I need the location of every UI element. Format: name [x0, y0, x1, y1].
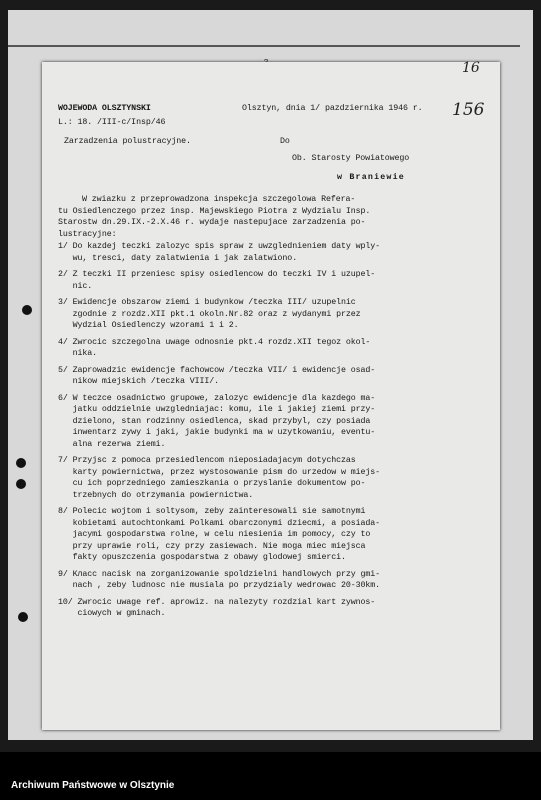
list-item-line: Wydzial Osiedlenczy wzorami 1 i 2. [58, 321, 239, 330]
list-item-line: trzebnych do otrzymania powiernictwa. [58, 490, 254, 500]
list-item-line: nach , zeby ludnosc nie musiala po przydzialy wedrowac 20-30km. [58, 581, 381, 590]
list-item-line: 3/ Ewidencje obszarow ziemi i budynkow /teczka III/ uzupelnic [58, 298, 356, 307]
list-item-line: jacymi gospodarstwa rolne, w celu niesienia im pomocy, czy to [58, 530, 371, 539]
recipient-city: w Braniewie [337, 173, 405, 182]
list-item-line: alna rezerwa ziemi. [58, 439, 166, 449]
handwritten-page-top: 16 [462, 60, 480, 76]
subject: Zarzadzenia polustracyjne. [64, 137, 191, 146]
list-item-line: przy uprawie roli, czy przy zasiewach. Nie moga miec miejsca [58, 541, 366, 551]
list-item-line: nic. [58, 281, 93, 291]
folder-edge [8, 45, 520, 47]
list-item-line: 1/ Do kazdej teczki zalozyc spis spraw z uwzglednieniem daty wply- [58, 242, 381, 251]
reference-number: L.: 18. /III-c/Insp/46 [58, 118, 166, 127]
list-item-line: karty powiernictwa, przez wystosowanie pism do urzedow w miejs- [58, 467, 381, 477]
list-item-line: jatku oddzielnie uwzgledniajac: komu, ile i jakiej ziemi przy- [58, 405, 376, 414]
list-item-line: ciowych w gminach. [58, 609, 166, 618]
list-item-line: 4/ Zwrocic szczegolna uwage odnosnie pkt.4 rozdz.XII tegoz okol- [58, 337, 371, 347]
document-sheet [42, 62, 500, 730]
punch-hole [18, 612, 28, 622]
authority: WOJEWODA OLSZTYNSKI [58, 104, 151, 113]
intro-line: tu Osiedlenczego przez insp. Majewskiego Piotra z Wydzialu Insp. [58, 206, 371, 216]
place-date: Olsztyn, dnia 1/ pazdziernika 1946 r. [242, 104, 423, 113]
recipient: Ob. Starosty Powiatowego [292, 154, 410, 163]
list-item-line: 8/ Polecic wojtom i soltysom, zeby zainteresowali sie samotnymi [58, 507, 366, 516]
list-item-line: 5/ Zaprowadzic ewidencje fachowcow /teczka VII/ i ewidencje osad- [58, 365, 376, 375]
intro-line: Starostw dn.29.IX.-2.X.46 r. wydaje nastepujace zarzadzenia po- [58, 218, 366, 227]
list-item-line: 9/ Kласc nacisk na zorganizowanie spoldzielni handlowych przy gmi- [58, 569, 381, 579]
list-item-line: 2/ Z teczki II przeniesc spisy osiedlencow do teczki IV i uzupel- [58, 270, 376, 279]
intro-line: W zwiazku z przeprowadzona inspekcja szczegolowa Refera- [82, 195, 356, 204]
to-label: Do [280, 137, 290, 146]
list-item-line: 7/ Przyjsc z pomoca przesiedlencom nieposiadajacym dotychczas [58, 456, 356, 465]
list-item-line: nikow miejskich /teczka VIII/. [58, 377, 220, 386]
list-item-line: cu ich poprzedniego zamieszkania o przyslanie dokumentow po- [58, 479, 366, 488]
handwritten-page-number: 156 [452, 100, 485, 120]
list-item-line: zgodnie z rozdz.XII pkt.1 okoln.Nr.82 oraz z wydanymi przez [58, 309, 361, 319]
list-item-line: nika. [58, 349, 98, 358]
list-item-line: kobietami autochtonkami Polkami obarczonymi dziecmi, a posiada- [58, 518, 381, 528]
archive-footer: Archiwum Państwowe w Olsztynie [11, 780, 175, 791]
list-item-line: 10/ Zwrocic uwage ref. aprowiz. na nalezyty rozdzial kart zywnos- [58, 597, 376, 607]
list-item-line: wu, tresci, daty zalatwienia i jak zalatwiono. [58, 253, 298, 263]
punch-hole [22, 305, 32, 315]
list-item-line: fakty opuszczenia gospodarstwa z obawy glodowej smierci. [58, 553, 346, 562]
punch-hole [16, 458, 26, 468]
intro-line: lustracyjne: [58, 229, 117, 239]
list-item-line: dzielono, stan rodzinny osiedlenca, skad przybyl, czy posiada [58, 416, 371, 426]
list-item-line: inwentarz zywy i jaki, jakie budynki ma w uzytkowaniu, eventu- [58, 428, 376, 437]
list-item-line: 6/ W teczce osadnictwo grupowe, zalozyc ewidencje dla kazdego ma- [58, 393, 376, 403]
punch-hole [16, 479, 26, 489]
